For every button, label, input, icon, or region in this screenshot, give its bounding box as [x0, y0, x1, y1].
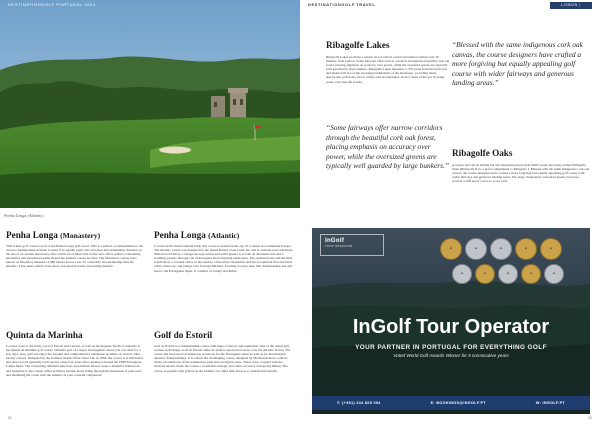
ad-headline: InGolf Tour Operator	[352, 316, 550, 338]
ad-subheadline: YOUR PARTNER IN PORTUGAL FOR EVERYTHING GOLF	[355, 344, 547, 351]
award-badge-icon: ★	[515, 238, 537, 260]
running-head-left: DESTINATIONGOLF PORTUGAL 2024	[8, 2, 96, 7]
section-title: Quinta da Marinha	[6, 330, 83, 340]
section-body: Located close to the lively town of Estoril and Cascais, as well as the majestic North of Guincho is the Quinta da Marinha golf course. Whether part of a larger development where you can relax for a few days, play, golf and enjoy the tranquil and comprehensive clubhouse facilities, as well as other nearby courses. Designed by the architect Robert Trent Jones Snr, in 1984, the course is 6,100 metres and plays across generally level terrain. Only four years after opening it hosted the 1988 Portuguese Ladies Open. The contrasting umbrella pine trees and Atlantic Ocean create a beautiful framework and backdrop to the course. Other activities include horse riding through the thousands of pine trees and mediating the ocean with the Atlantic as your constant companion.	[6, 344, 144, 377]
pull-quote-2: “Some fairways offer narrow corridors through the beautiful cork oak forest, placing emphasis on accuracy over power, while the oversized greens are typically well guarded by large bunkers.”	[326, 123, 450, 171]
running-head-text: DESTINATIONGOLF.TRAVEL	[308, 2, 376, 7]
section-title	[154, 230, 294, 241]
ingolf-logo	[320, 234, 384, 256]
award-badge-icon: ★	[544, 264, 564, 284]
award-badge-icon: ★	[498, 264, 518, 284]
folio-right: 63	[588, 416, 592, 420]
section-body: Located in the Sintra Natural Park, this course is nestled in the top 10 Courses in Continental Europe. The Atlantic course was designed by the famed Robert Trent Jones Jnr, and is a tribute-pure adventure. With its bold drives, courageous approaches and artful greens, it is both an adrenalin rush and a soothing journey through one of Portugal's most inspiring landscapes. The opening holes and the final fourth show a wooded valley in the shadow of the misty mountains and the exceptional first and third, while others are, and plunge over forested hillsides. Exciting at every turn, this championship test and host to the Portuguese Open, is a matter of variety and thrills.	[154, 244, 294, 273]
section-title: Ribagolfe Oaks	[452, 148, 513, 158]
award-badge-icon: ★	[440, 238, 462, 260]
section-title-main: Penha Longa	[154, 230, 206, 240]
golf-course-illustration	[0, 0, 300, 208]
section-golf-do-estoril	[154, 330, 294, 373]
hero-photo-penha-longa	[0, 0, 300, 208]
section-body: This 9-hole golf course is part of the Penha Longa golf resort. This is a perfect accompaniment to the resort's championship Atlantic Course; it is equally pretty but a fraction less demanding. Situated on the site of an ancient monastery, after which it is named, this course now offers golfers a refreshing alternative and guaranteed game should the Atlantic course be busy. The Monastery course (also known as Mosteiro) measures 2,288 metres and is a par-35. Generally less undulating than the Atlantic, it has lakes which create their own special beauty and testing hazards.	[6, 244, 144, 269]
pull-quote-1: “Blessed with the same indigenous cork oak canvas, the course designers have crafted a more forgiving but equally appealing golf course with wider fairways and generous landing areas.”	[452, 40, 583, 88]
logo-wordmark: InGolf	[325, 238, 345, 244]
section-body: A course laid out its sibling but also measuring more than 6,900 yards, the newly named Ribagolfe Oaks (Ribagolfe II) is a great complement to Ribagolfe I. Blessed with the same indigenous cork oak canvas, the course designers have crafted a more forgiving but equally appealing golf course with wider fairways and generous landing areas. The large, moderately contoured greens, however, provide a stiff test if you're to score well.	[452, 163, 590, 184]
section-ribagolfe-lakes	[326, 40, 450, 84]
section-title: Ribagolfe Lakes	[326, 40, 390, 50]
ad-web-link[interactable]: W: INGOLF.PT	[535, 401, 566, 405]
hero-caption: Penha Longa (Atlantic)	[4, 213, 44, 218]
section-penha-longa-atlantic	[154, 230, 294, 273]
ad-email-link[interactable]: E: BOOKINGS@INGOLF.PT	[430, 401, 486, 405]
section-penha-longa-monastery	[6, 230, 144, 269]
section-title-suffix: (Atlantic)	[208, 231, 240, 240]
ad-contact-bar	[312, 396, 590, 410]
section-title: Golf do Estoril	[154, 330, 213, 340]
section-tag: LISBON | ATLANTIC	[550, 2, 592, 9]
ingolf-advertisement[interactable]	[312, 228, 590, 414]
award-badge-icon: ★	[490, 238, 512, 260]
ad-tagline: Voted World Golf Awards Winner for 9 consecutive years	[393, 353, 509, 358]
folio-left: 62	[8, 416, 12, 420]
section-title-suffix: (Monastery)	[60, 231, 101, 240]
award-badge-icon: ★	[465, 238, 487, 260]
award-badge-icon: ★	[521, 264, 541, 284]
logo-subline: TOUR OPERATOR	[325, 245, 353, 248]
award-badge-icon: ★	[540, 238, 562, 260]
section-body: Golf do Estoril is a championship course with huge of history and reputation. One of the oldest golf courses in Portugal, Golf do Estoril offers its visitors spectacular views over the Atlantic Ocean. The course has been used on numerous occasions for the Portuguese Open as well as for international amateur championships. It is a short but challenging course, designed by Mackenzie Ross, with its tricky, excellent use of the tremendous pine and eucalyptus trees. These trees, coupled with the intricate terrain, make the course a wonderful strategic test where accuracy trumps big hitting. The course is popular with golfers as the addition of a third nine holes is a considerable benefit.	[154, 344, 291, 373]
section-quinta-da-marinha	[6, 330, 144, 377]
ad-phone-link[interactable]: T: (+351) 244 825 004	[336, 401, 381, 405]
award-badge-icon: ★	[475, 264, 495, 284]
section-title	[6, 230, 144, 241]
running-head-right	[300, 0, 600, 14]
section-ribagolfe-oaks	[452, 148, 590, 183]
right-page	[300, 0, 600, 424]
section-body: Ribagolfe Lakes provides a superb test of golf in a rural and natural setting only 30 minutes from Lisbon. Some fairways offer narrow corridors through the beautiful cork oak forest, placing emphasis on accuracy over power, while the oversized greens are typically well guarded by large bunkers. Ribagolfe Lakes measures 7,270 yards from the back tees and makes full use of the sweeping undulations of the landscape, providing many spectacular golf holes across valleys and around lakes. In fact, three of the par 3s being water over plus life scarlet.	[326, 55, 450, 84]
award-badge-icon: ★	[452, 264, 472, 284]
section-title-main: Penha Longa	[6, 230, 58, 240]
